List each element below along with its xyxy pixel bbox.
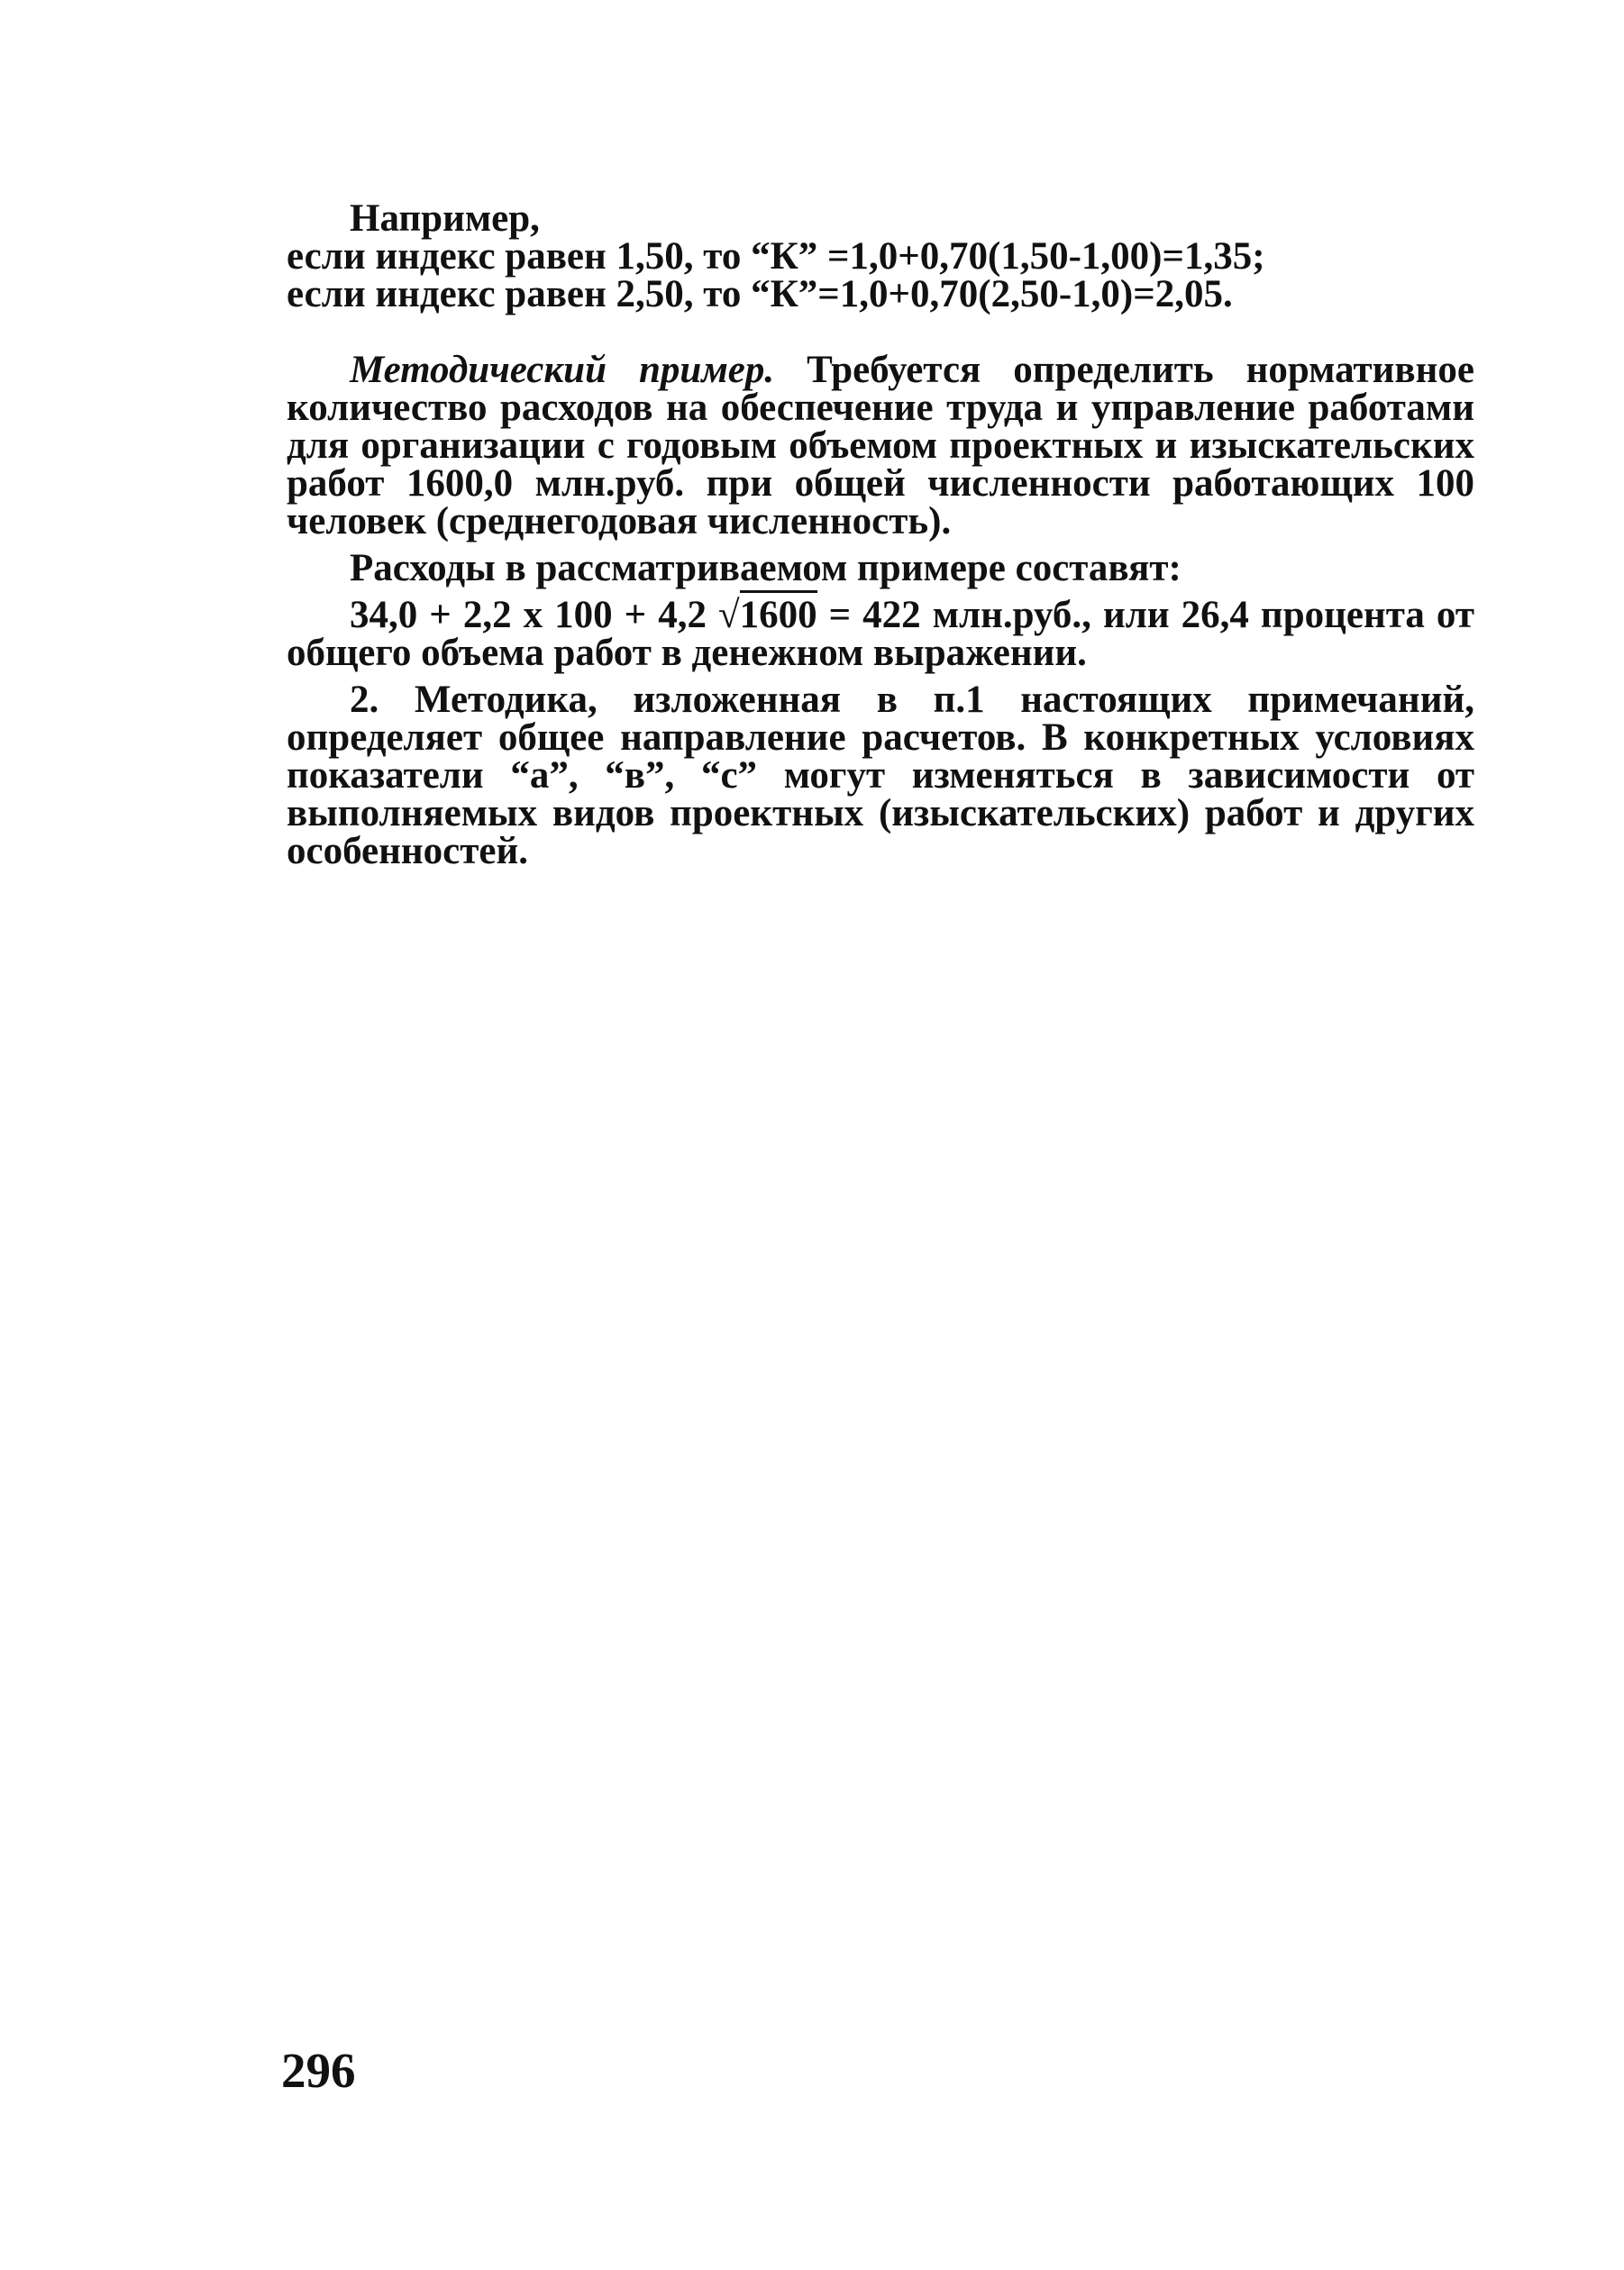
expenses-text-after: примере составят: [847, 547, 1182, 589]
method-example-paragraph [287, 351, 1474, 541]
example-block [287, 197, 1474, 315]
note-2-paragraph: 2. Методика, изложенная в п.1 настоящих примечаний, определяет общее направление расчетов. В конкретных условиях показатели “а”, “в”, “с” могут изменяться в зависимости от выполняемых видов проектных (изыскательских) работ и других особенностей. [287, 679, 1474, 872]
example-line-1: если индекс равен 1,50, то “К” =1,0+0,70(1,50-1,00)=1,35; [287, 235, 1265, 278]
square-root-radicand: 1600 [740, 590, 817, 636]
formula-paragraph [287, 594, 1474, 674]
example-heading: Например, [350, 197, 540, 240]
method-example-text: Требуется определить нормативное количество расходов на обеспечение труда и управление работами для организации с годовым объемом проектных и изыскательских работ 1600,0 млн.руб. при общей численности работающих 100 человек (среднегодовая численность). [287, 349, 1474, 542]
page-number: 296 [281, 2043, 356, 2098]
square-root-sign: √ [717, 594, 740, 636]
document-body [287, 197, 1474, 872]
method-example-lead: Методический пример. [350, 349, 775, 391]
example-line-2: если индекс равен 2,50, то “К”=1,0+0,70(2,50-1,0)=2,05. [287, 273, 1233, 315]
formula-after: = 422 млн.руб., или 26,4 процента от общего объема работ в денежном выражении. [287, 594, 1474, 674]
expenses-paragraph [287, 547, 1474, 589]
expenses-text-before: Расходы в рассматриваемом [350, 547, 848, 589]
formula-before: 34,0 + 2,2 x 100 + 4,2 [350, 594, 718, 636]
